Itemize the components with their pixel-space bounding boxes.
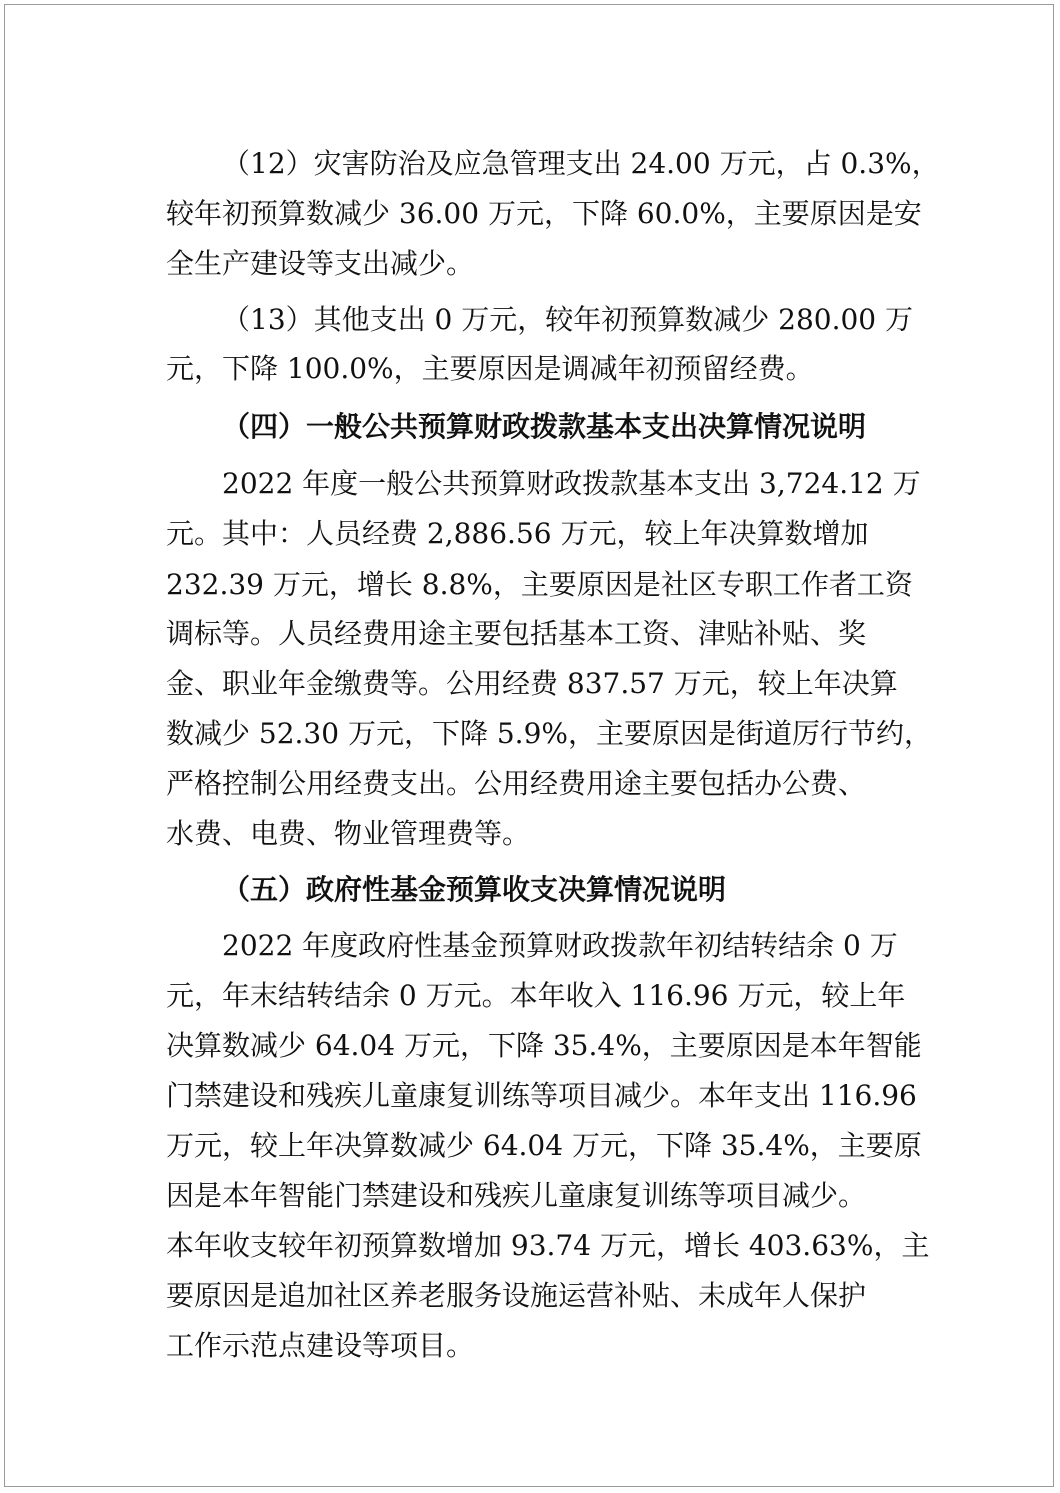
section-4-line-7: 严格控制公用经费支出。公用经费用途主要包括办公费、 xyxy=(166,767,867,800)
paragraph-13-line-1: （13）其他支出 0 万元，较年初预算数减少 280.00 万 xyxy=(222,303,914,336)
paragraph-12-line-1: （12）灾害防治及应急管理支出 24.00 万元，占 0.3%， xyxy=(222,147,940,180)
section-5-line-4: 门禁建设和残疾儿童康复训练等项目减少。本年支出 116.96 xyxy=(166,1079,917,1112)
section-4-line-1: 2022 年度一般公共预算财政拨款基本支出 3,724.12 万 xyxy=(222,467,921,500)
paragraph-12-line-3: 全生产建设等支出减少。 xyxy=(166,247,475,280)
section-heading-5: （五）政府性基金预算收支决算情况说明 xyxy=(222,873,727,906)
section-4-line-6: 数减少 52.30 万元，下降 5.9%，主要原因是街道厉行节约， xyxy=(166,717,932,750)
section-5-line-6: 因是本年智能门禁建设和残疾儿童康复训练等项目减少。 xyxy=(166,1179,867,1212)
section-5-line-1: 2022 年度政府性基金预算财政拨款年初结转结余 0 万 xyxy=(222,929,898,962)
section-5-line-3: 决算数减少 64.04 万元，下降 35.4%，主要原因是本年智能 xyxy=(166,1029,922,1062)
section-4-line-5: 金、职业年金缴费等。公用经费 837.57 万元，较上年决算 xyxy=(166,667,898,700)
section-5-line-7: 本年收支较年初预算数增加 93.74 万元，增长 403.63%，主 xyxy=(166,1229,930,1262)
section-5-line-2: 元，年末结转结余 0 万元。本年收入 116.96 万元，较上年 xyxy=(166,979,906,1012)
section-4-line-2: 元。其中：人员经费 2,886.56 万元，较上年决算数增加 xyxy=(166,517,869,550)
section-5-line-9: 工作示范点建设等项目。 xyxy=(166,1329,475,1362)
paragraph-13-line-2: 元，下降 100.0%，主要原因是调减年初预留经费。 xyxy=(166,352,814,385)
paragraph-12-line-2: 较年初预算数减少 36.00 万元，下降 60.0%，主要原因是安 xyxy=(166,197,922,230)
section-4-line-3: 232.39 万元，增长 8.8%，主要原因是社区专职工作者工资 xyxy=(166,568,913,601)
section-5-line-5: 万元，较上年决算数减少 64.04 万元，下降 35.4%，主要原 xyxy=(166,1129,922,1162)
section-4-line-8: 水费、电费、物业管理费等。 xyxy=(166,817,531,850)
section-heading-4: （四）一般公共预算财政拨款基本支出决算情况说明 xyxy=(222,410,867,443)
section-5-line-8: 要原因是追加社区养老服务设施运营补贴、未成年人保护 xyxy=(166,1279,867,1312)
section-4-line-4: 调标等。人员经费用途主要包括基本工资、津贴补贴、奖 xyxy=(166,617,867,650)
